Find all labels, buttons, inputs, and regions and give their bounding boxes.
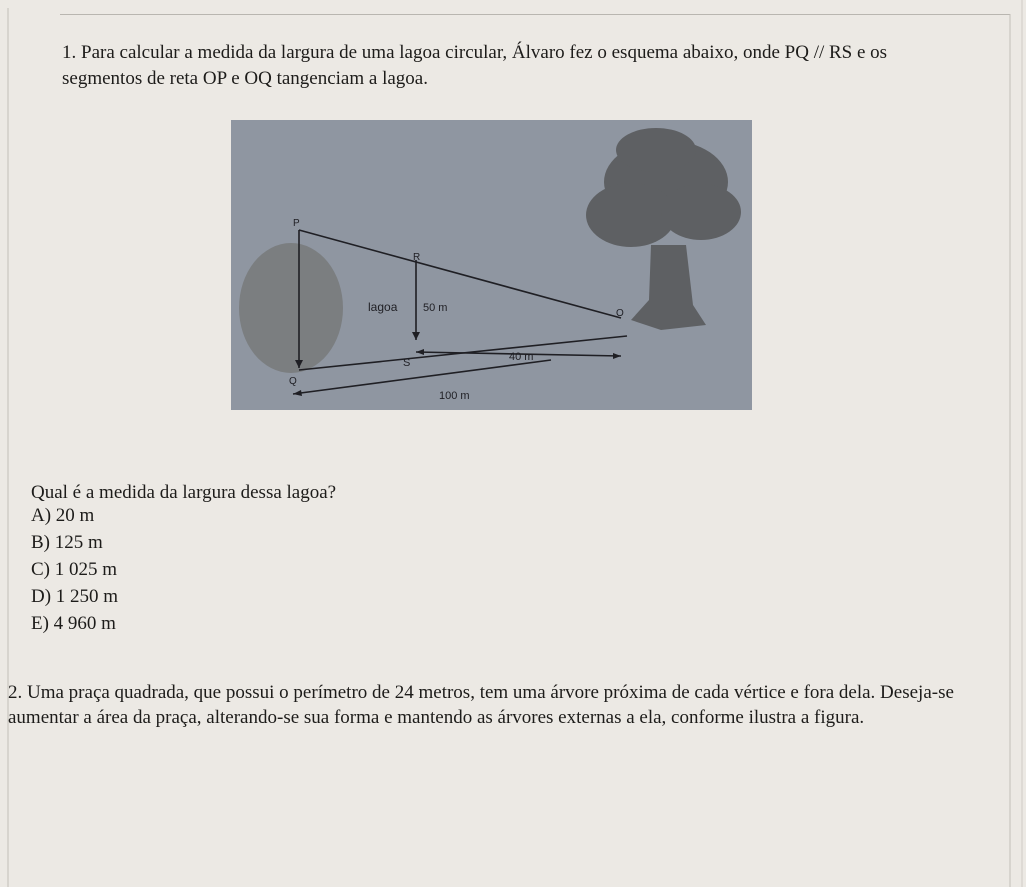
option-a[interactable]: A) 20 m: [31, 505, 95, 526]
label-q: Q: [289, 376, 297, 387]
label-rs-length: 50 m: [423, 302, 448, 314]
lake-diagram: [231, 120, 752, 410]
label-r: R: [413, 252, 421, 263]
label-s: S: [403, 357, 411, 369]
segment-po: [299, 230, 621, 318]
lake-diagram-svg: [231, 120, 752, 410]
option-d[interactable]: D) 1 250 m: [31, 586, 119, 607]
tree-illustration: [586, 128, 741, 330]
arrow-qo-left: [293, 390, 302, 396]
question-1-stem: 1. Para calcular a medida da largura de uma lagoa circular, Álvaro fez o esquema abaixo, onde PQ // RS e os segmentos de reta OP e OQ tangenciam a lagoa.: [62, 42, 888, 89]
label-qo-length: 100 m: [439, 390, 470, 402]
question-1-options: [31, 502, 118, 637]
label-p: P: [293, 218, 300, 229]
label-lake: lagoa: [368, 300, 398, 314]
label-so-length: 40 m: [509, 351, 534, 363]
label-o: O: [616, 308, 624, 319]
arrow-s: [412, 332, 420, 340]
option-b[interactable]: B) 125 m: [31, 532, 103, 553]
dimension-qo: [293, 360, 551, 394]
option-c[interactable]: C) 1 025 m: [31, 559, 118, 580]
arrow-so-right: [613, 353, 621, 359]
question-2-stem: 2. Uma praça quadrada, que possui o perímetro de 24 metros, tem uma árvore próxima de cada vértice e fora dela. Deseja-se aumentar a área da praça, alterando-se sua forma e mantendo as árvores externas a ela, conforme ilustra a figura.: [8, 682, 954, 728]
arrow-so-left: [416, 349, 424, 355]
question-1-prompt: Qual é a medida da largura dessa lagoa?: [31, 482, 337, 503]
lake-circle: [239, 243, 343, 373]
option-e[interactable]: E) 4 960 m: [31, 613, 116, 634]
